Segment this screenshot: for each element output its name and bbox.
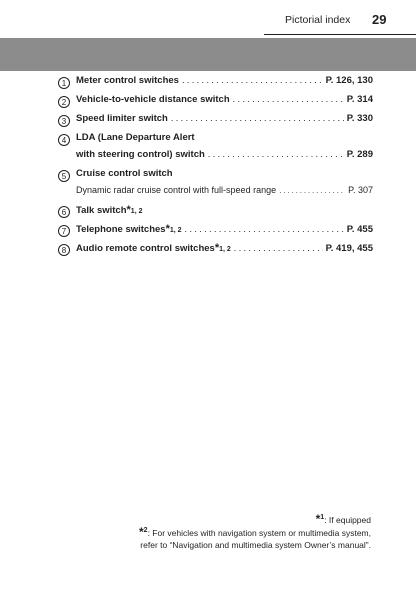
footnote-text: : For vehicles with navigation system or multimedia system, [147, 528, 371, 538]
list-item [58, 75, 373, 92]
sub-item-label: Dynamic radar cruise control with full-speed range [76, 185, 277, 195]
list-item: 6 Talk switch * 1, 2 [58, 204, 355, 221]
list-item: 7 Telephone switches * 1, 2 ..... P. 455 [58, 223, 355, 240]
leader-dots [234, 243, 323, 253]
item-number: 8 [58, 244, 70, 256]
footnote-1 [139, 513, 371, 526]
item-number: 7 [58, 225, 70, 237]
footnote-number: 2 [143, 527, 148, 535]
footnote-star: * [138, 525, 144, 539]
list-item [58, 132, 373, 166]
leader-dots [208, 149, 344, 159]
leader-dots [233, 94, 344, 104]
list-item [58, 113, 373, 130]
page-reference[interactable]: P. 289 [346, 149, 373, 160]
item-number: 5 [58, 170, 70, 182]
header-rule [264, 34, 416, 35]
page-header [0, 0, 416, 38]
item-label: Cruise control switch [76, 168, 173, 179]
item-label-continued: with steering control) switch [76, 149, 205, 160]
footnote-star: * [165, 223, 170, 235]
page-reference[interactable]: P. 307 [348, 185, 373, 195]
item-label: Audio remote control switches [76, 243, 215, 254]
item-label: Vehicle-to-vehicle distance switch [76, 94, 230, 105]
footnote-star: * [315, 512, 321, 526]
footnote-text: : If equipped [324, 515, 371, 525]
footnotes [139, 513, 371, 551]
page-reference[interactable]: P. 330 [346, 113, 373, 124]
leader-dots [171, 113, 344, 123]
leader-dots [279, 185, 345, 195]
footnote-2 [139, 526, 371, 539]
item-number: 1 [58, 77, 70, 89]
footnote-number: 1 [320, 514, 325, 522]
list-item: 8 Audio remote control switches * 1, 2 ..... P. 419, 455 [58, 242, 355, 259]
page-reference[interactable]: P. 314 [346, 94, 373, 105]
item-label: LDA (Lane Departure Alert [76, 132, 195, 143]
header-band [0, 38, 416, 71]
item-number: 2 [58, 96, 70, 108]
section-title: Pictorial index [285, 14, 351, 26]
footnote-star: * [214, 242, 220, 254]
page-reference[interactable]: P. 419, 455 [325, 243, 373, 254]
item-label: Meter control switches [76, 75, 179, 86]
list-item [58, 94, 373, 111]
item-number: 4 [58, 134, 70, 146]
item-label: Talk switch [76, 205, 127, 216]
footnote-star: * [126, 204, 131, 216]
list-item [58, 168, 373, 202]
page-number: 29 [372, 12, 387, 27]
item-number: 6 [58, 206, 70, 218]
footnote-text: refer to “Navigation and multimedia system Owner’s manual”. [140, 540, 371, 550]
footnote-2-continued [139, 539, 371, 551]
leader-dots [182, 75, 323, 85]
item-label: Speed limiter switch [76, 113, 168, 124]
page-reference[interactable]: P. 455 [346, 224, 373, 235]
page-reference[interactable]: P. 126, 130 [325, 75, 373, 86]
leader-dots [185, 224, 344, 234]
item-number: 3 [58, 115, 70, 127]
item-label: Telephone switches [76, 224, 166, 235]
switch-list [58, 75, 373, 261]
